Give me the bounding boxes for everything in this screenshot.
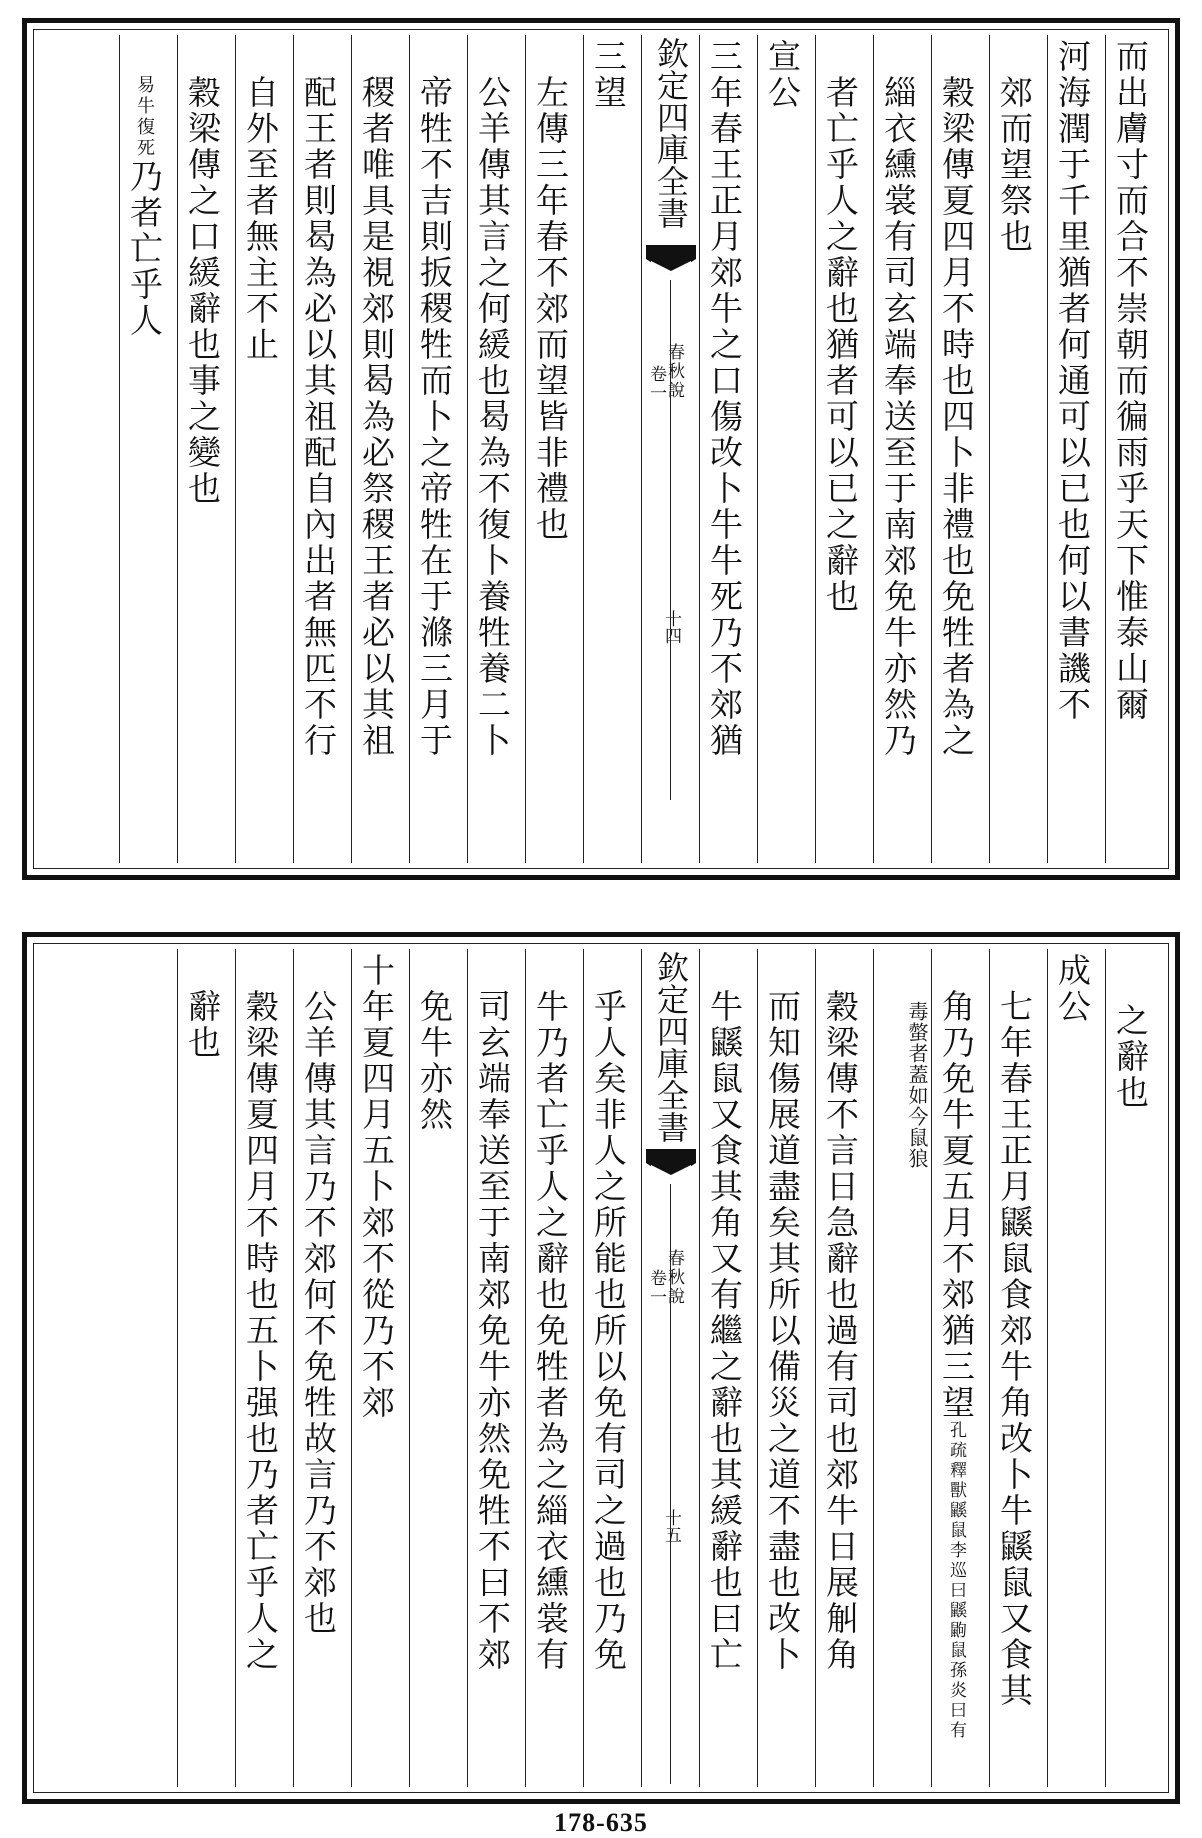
section-heading: 成公 [1047,949,1105,1787]
banner-page-number: 十四 [661,610,681,644]
inline-annotation: 易牛復死 [134,75,155,159]
banner-page-number: 十五 [661,1509,681,1543]
text-column: 三望 [583,35,641,863]
bottom-page [22,932,1180,1804]
text-column: 牛乃者亡乎人之辭也免牲者為之緇衣纁裳有 [525,949,583,1787]
banner-book: 春秋說 [664,1249,684,1306]
banner-volume: 卷一 [646,365,666,403]
text-column: 穀梁傳夏四月不時也五卜强也乃者亡乎人之 [235,949,293,1787]
text-column: 左傳三年春不郊而望皆非禮也 [525,35,583,863]
top-page [22,18,1180,880]
text-column: 辭也 [177,949,235,1787]
page-footer-number: 178-635 [554,1808,648,1837]
fish-tail-ornament [646,245,696,275]
text-column: 公羊傳其言乃不郊何不免牲故言乃不郊也 [293,949,351,1787]
text-column: 乎人矣非人之所能也所以免有司之過也乃免 [583,949,641,1787]
text-column: 而知傷展道盡矣其所以備災之道不盡也改卜 [757,949,815,1787]
banner-title: 欽定四庫全書 [652,951,690,1143]
banner-book: 春秋說 [664,343,684,400]
text-column: 者亡乎人之辭也猶者可以已之辭也 [815,35,873,863]
text-column: 免牛亦然 [409,949,467,1787]
text-column: 穀梁傳不言日急辭也過有司也郊牛日展觓角 [815,949,873,1787]
annotation-column: 毒螫者蓋如今鼠狼 [873,949,931,1787]
text-column: 緇衣纁裳有司玄端奉送至于南郊免牛亦然乃 [873,35,931,863]
text-column: 配王者則曷為必以其祖配自內出者無匹不行 [293,35,351,863]
text-column: 公羊傳其言之何緩也曷為不復卜養牲養二卜 [467,35,525,863]
fish-tail-ornament [646,1149,696,1179]
text-column: 牛鼷鼠又食其角又有繼之辭也其緩辭也曰亡 [699,949,757,1787]
text-column: 郊而望祭也 [989,35,1047,863]
text-column: 司玄端奉送至于南郊免牛亦然免牲不曰不郊 [467,949,525,1787]
center-banner [641,35,699,863]
text-column: 而出膚寸而合不崇朝而徧雨乎天下惟泰山爾 [1105,35,1163,863]
text-column: 穀梁傳之口緩辭也事之變也 [177,35,235,863]
text-column: 七年春王正月鼷鼠食郊牛角改卜牛鼷鼠又食其 [989,949,1047,1787]
text-column: 帝牲不吉則扳稷牲而卜之帝牲在于滌三月于 [409,35,467,863]
text-column: 穀梁傳夏四月不時也四卜非禮也免牲者為之 [931,35,989,863]
text-column: 三年春王正月郊牛之口傷改卜牛牛死乃不郊猶 [699,35,757,863]
text-column [119,35,177,863]
banner-title: 欽定四庫全書 [652,37,690,229]
section-heading: 宣公 [757,35,815,863]
text-column: 十年夏四月五卜郊不從乃不郊 [351,949,409,1787]
inline-annotation: 孔疏釋獸鼷鼠李巡曰鼷鼩鼠孫炎曰有 [946,1421,966,1741]
text-column: 自外至者無主不止 [235,35,293,863]
text-column: 河海潤于千里猶者何通可以已也何以書譏不 [1047,35,1105,863]
text-column: 之辭也 [1105,949,1163,1787]
text-column: 稷者唯具是視郊則曷為必祭稷王者必以其祖 [351,35,409,863]
text-run: 乃者亡乎人 [125,159,164,339]
banner-volume: 卷一 [646,1269,666,1307]
center-banner [641,949,699,1787]
text-run: 角乃免牛夏五月不郊猶三望 [937,989,976,1421]
text-column [931,949,989,1787]
